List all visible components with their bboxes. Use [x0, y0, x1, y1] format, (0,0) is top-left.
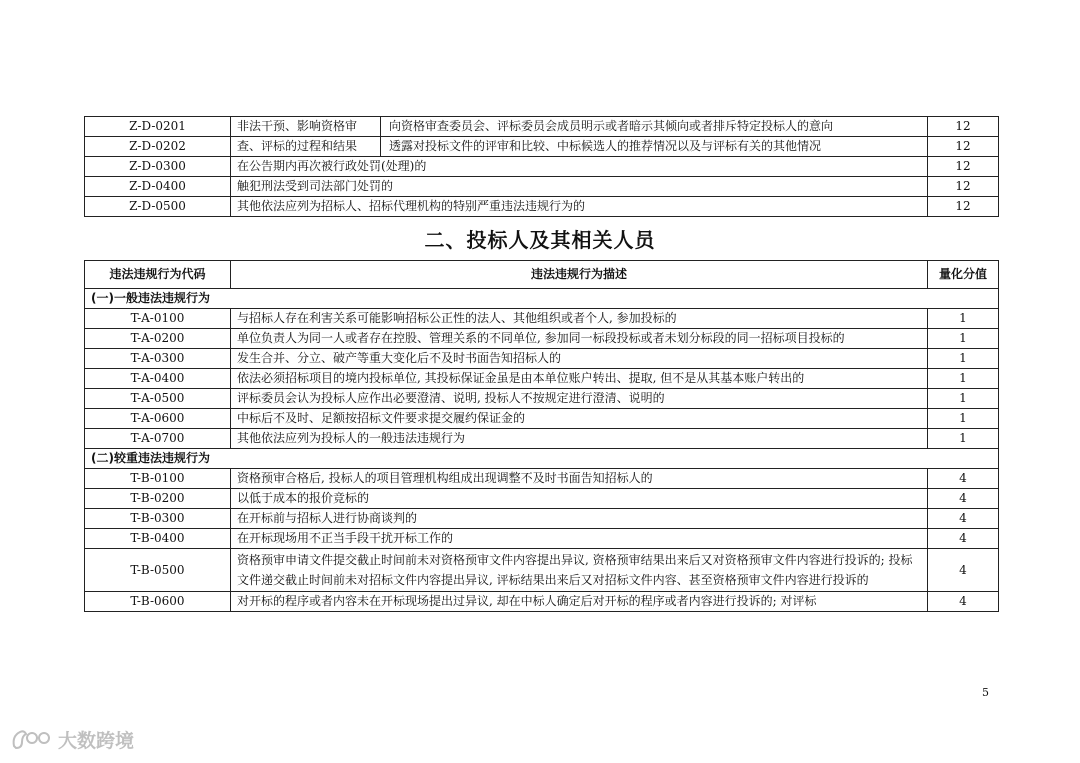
table-row	[85, 329, 999, 349]
score-cell: 1	[928, 349, 999, 369]
code-cell: Z-D-0400	[85, 177, 231, 197]
table-row	[85, 489, 999, 509]
desc-cell: 其他依法应列为投标人的一般违法违规行为	[231, 429, 928, 449]
table-row	[85, 429, 999, 449]
table-row	[85, 117, 999, 137]
table-row	[85, 349, 999, 369]
code-cell: T-A-0600	[85, 409, 231, 429]
table-row	[85, 409, 999, 429]
table-row	[85, 549, 999, 592]
score-cell: 4	[928, 592, 999, 612]
code-cell: T-B-0400	[85, 529, 231, 549]
score-cell: 4	[928, 469, 999, 489]
section-row-general	[85, 289, 999, 309]
table-row	[85, 529, 999, 549]
table-row	[85, 389, 999, 409]
watermark-text: 大数跨境	[58, 729, 135, 752]
header-code: 违法违规行为代码	[85, 261, 231, 289]
desc-cell: 其他依法应列为招标人、招标代理机构的特别严重违法违规行为的	[231, 197, 928, 217]
section-title: 二、投标人及其相关人员	[424, 228, 656, 252]
code-cell: Z-D-0300	[85, 157, 231, 177]
section-heading: (二)较重违法违规行为	[85, 449, 999, 469]
score-cell: 12	[928, 177, 999, 197]
score-cell: 1	[928, 309, 999, 329]
section-row-serious	[85, 449, 999, 469]
code-cell: T-A-0700	[85, 429, 231, 449]
desc-cell: 中标后不及时、足额按招标文件要求提交履约保证金的	[231, 409, 928, 429]
category-cell: 非法干预、影响资格审	[231, 117, 381, 136]
page-number: 5	[982, 686, 989, 699]
desc-text: 透露对投标文件的评审和比较、中标候选人的推荐情况以及与评标有关的其他情况	[389, 139, 822, 153]
code-cell: Z-D-0201	[85, 117, 231, 137]
table-row	[85, 469, 999, 489]
score-cell: 1	[928, 369, 999, 389]
code-cell: T-B-0200	[85, 489, 231, 509]
desc-cell: 发生合并、分立、破产等重大变化后不及时书面告知招标人的	[231, 349, 928, 369]
table-row	[85, 197, 999, 217]
desc-cell: 在开标前与招标人进行协商谈判的	[231, 509, 928, 529]
desc-cell: 资格预审合格后, 投标人的项目管理机构组成出现调整不及时书面告知招标人的	[231, 469, 928, 489]
violation-table	[84, 260, 999, 612]
desc-cell: 资格预审申请文件提交截止时间前未对资格预审文件内容提出异议, 资格预审结果出来后又对资格预审文件内容进行投诉的; 投标文件递交截止时间前未对招标文件内容提出异议, 评标结果出来后又对招标文件内容、甚至资格预审文件内容进行投诉的	[231, 549, 928, 592]
score-cell: 4	[928, 489, 999, 509]
score-cell: 12	[928, 137, 999, 157]
table-row	[85, 177, 999, 197]
desc-cell: 对开标的程序或者内容未在开标现场提出过异议, 却在中标人确定后对开标的程序或者内容进行投诉的; 对评标	[231, 592, 928, 612]
table-row	[85, 309, 999, 329]
code-cell: T-A-0300	[85, 349, 231, 369]
score-cell: 12	[928, 117, 999, 137]
code-cell: T-B-0300	[85, 509, 231, 529]
code-cell: T-A-0400	[85, 369, 231, 389]
desc-cell: 在公告期内再次被行政处罚(处理)的	[231, 157, 928, 177]
desc-cell: 触犯刑法受到司法部门处罚的	[231, 177, 928, 197]
table-row	[85, 592, 999, 612]
score-cell: 4	[928, 529, 999, 549]
watermark-logo-icon	[10, 726, 54, 752]
desc-text: 向资格审查委员会、评标委员会成员明示或者暗示其倾向或者排斥特定投标人的意向	[389, 119, 834, 133]
score-cell: 1	[928, 409, 999, 429]
score-cell: 12	[928, 157, 999, 177]
desc-cell: 单位负责人为同一人或者存在控股、管理关系的不同单位, 参加同一标段投标或者未划分标段的同一招标项目投标的	[231, 329, 928, 349]
top-violation-table	[84, 116, 999, 217]
watermark	[10, 724, 134, 754]
table-header-row	[85, 261, 999, 289]
score-cell: 4	[928, 549, 999, 592]
score-cell: 1	[928, 389, 999, 409]
code-cell: T-B-0600	[85, 592, 231, 612]
desc-cell: 在开标现场用不正当手段干扰开标工作的	[231, 529, 928, 549]
category-cell: 查、评标的过程和结果	[231, 137, 381, 156]
table-row	[85, 137, 999, 157]
desc-cell: 以低于成本的报价竞标的	[231, 489, 928, 509]
desc-cell: 与招标人存在利害关系可能影响招标公正性的法人、其他组织或者个人, 参加投标的	[231, 309, 928, 329]
desc-cell	[231, 117, 928, 137]
score-cell: 1	[928, 429, 999, 449]
score-cell: 4	[928, 509, 999, 529]
code-cell: T-B-0500	[85, 549, 231, 592]
code-cell: T-A-0100	[85, 309, 231, 329]
header-score: 量化分值	[928, 261, 999, 289]
table-row	[85, 157, 999, 177]
code-cell: Z-D-0500	[85, 197, 231, 217]
code-cell: T-B-0100	[85, 469, 231, 489]
code-cell: T-A-0500	[85, 389, 231, 409]
code-cell: Z-D-0202	[85, 137, 231, 157]
desc-cell	[231, 137, 928, 157]
desc-cell: 评标委员会认为投标人应作出必要澄清、说明, 投标人不按规定进行澄清、说明的	[231, 389, 928, 409]
code-cell: T-A-0200	[85, 329, 231, 349]
score-cell: 1	[928, 329, 999, 349]
table-row	[85, 509, 999, 529]
table-row	[85, 369, 999, 389]
desc-cell: 依法必须招标项目的境内投标单位, 其投标保证金虽是由本单位账户转出、提取, 但不是从其基本账户转出的	[231, 369, 928, 389]
section-heading: (一)一般违法违规行为	[85, 289, 999, 309]
header-desc: 违法违规行为描述	[231, 261, 928, 289]
score-cell: 12	[928, 197, 999, 217]
